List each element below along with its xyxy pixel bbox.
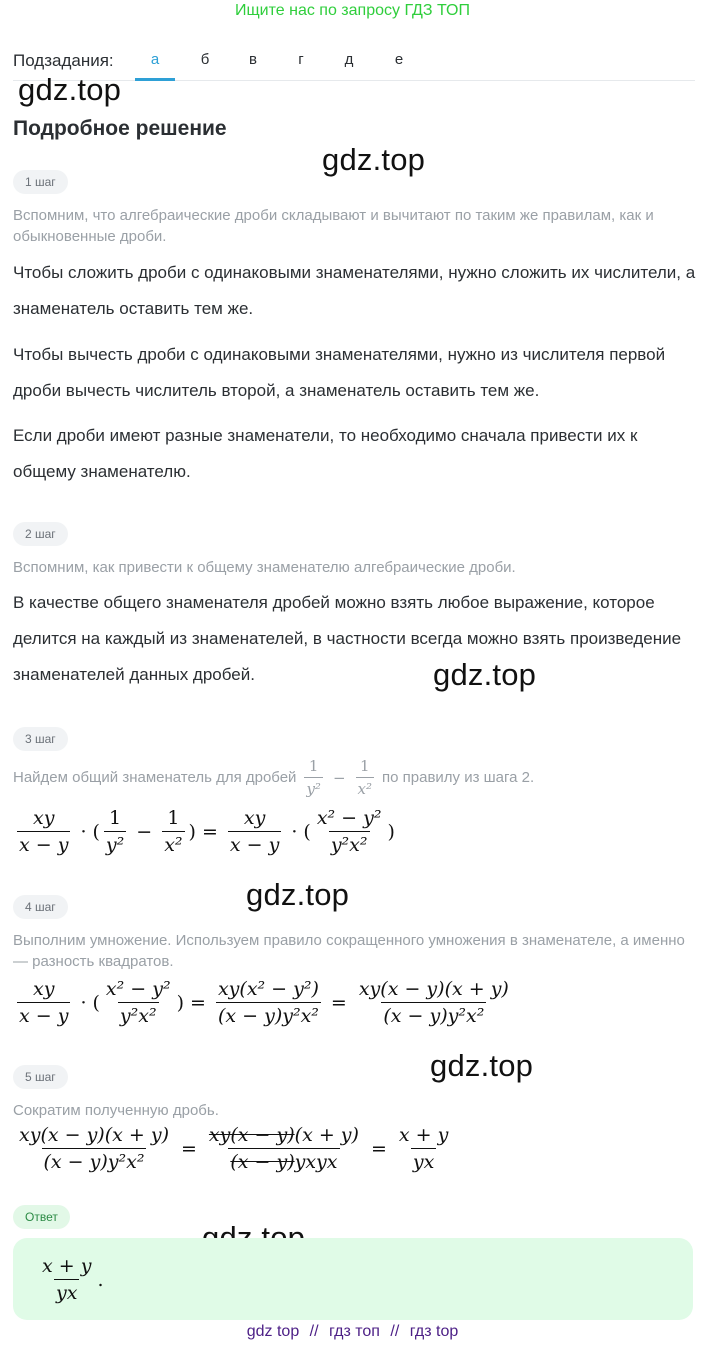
step-5-hint: Сократим полученную дробь. — [13, 1102, 219, 1119]
step-2-hint: Вспомним, как привести к общему знаменателю алгебраические дроби. — [13, 559, 516, 576]
fraction: $\frac{xy(x - y)(x + y)}{\text{(x − y)y²x²}}$ — [358, 978, 509, 1027]
subtask-tab-a[interactable]: а — [135, 51, 175, 81]
answer-formula: $\frac{x + y}{yx}$ . — [42, 1255, 104, 1304]
fraction: $\frac{xy(x - y)(x + y)}{\text{(x − y)y²x²}}$ — [19, 1124, 169, 1173]
subtask-tab-d[interactable]: д — [344, 51, 354, 68]
subtask-tab-e[interactable]: е — [394, 51, 404, 68]
answer-badge: Ответ — [13, 1205, 70, 1229]
fraction: $\frac{xy}{x - y}$ — [19, 807, 69, 856]
watermark: gdz.top — [433, 657, 537, 692]
answer-box — [13, 1238, 693, 1320]
subtask-tab-b[interactable]: б — [200, 51, 210, 68]
fraction: $\frac{\text{x² − y²}}{\text{y²x²}}$ — [105, 978, 171, 1027]
fraction: $\frac{1}{\text{x²}}$ — [357, 757, 373, 798]
footer-separator: // — [309, 1323, 319, 1340]
step-4-badge: 4 шаг — [13, 895, 68, 919]
step-3-badge: 3 шаг — [13, 727, 68, 751]
watermark: gdz.top — [322, 142, 426, 177]
step-3-hint: Найдем общий знаменатель для дробей $\frac{1}{\text{y²}}$ − $\frac{1}{\text{x²}}$ по правилу из шага 2. — [13, 757, 535, 798]
step-1-paragraph-3: Если дроби имеют разные знаменатели, то необходимо сначала привести их к общему знаменателю. — [13, 426, 638, 481]
step-2-paragraph: В качестве общего знаменателя дробей можно взять любое выражение, которое делится на каждый из знаменателей, в частности всегда можно взять произведение знаменателей данных дробей. — [13, 593, 682, 684]
watermark: gdz.top — [246, 877, 350, 912]
fraction: $\frac{1}{\text{y²}}$ — [105, 807, 125, 856]
footer-links — [0, 1323, 705, 1341]
step-5-badge: 5 шаг — [13, 1065, 68, 1089]
step-5-formula: $\frac{xy(x - y)(x + y)}{\text{(x − y)y²x²}}$ = $\frac{xy(x - y)(x + y)}{\text{(x − y)yxyx}}$ = $\frac{x + y}{yx}$ — [19, 1124, 449, 1173]
subtasks-label: Подзадания: — [13, 51, 114, 70]
footer-link[interactable]: гдз топ — [329, 1323, 380, 1340]
fraction: $\frac{\text{xy(x² − y²)}}{\text{(x − y)y²x²}}$ — [217, 978, 319, 1027]
watermark: gdz.top — [18, 72, 122, 107]
footer-separator: // — [390, 1323, 400, 1340]
step-1-hint: Вспомним, что алгебраические дроби складывают и вычитают по таким же правилам, как и обыкновенные дроби. — [13, 207, 654, 245]
step-1-paragraph-2: Чтобы вычесть дроби с одинаковыми знаменателями, нужно из числителя первой дроби вычесть числитель второй, а знаменатель оставить тем же. — [13, 345, 666, 400]
step-2-badge: 2 шаг — [13, 522, 68, 546]
fraction: $\frac{1}{\text{y²}}$ — [306, 757, 321, 798]
promo-banner[interactable]: Ищите нас по запросу ГДЗ ТОП — [235, 2, 470, 19]
footer-link[interactable]: gdz top — [246, 1323, 300, 1340]
step-1-paragraph-1: Чтобы сложить дроби с одинаковыми знаменателями, нужно сложить их числители, а знаменатель оставить тем же. — [13, 263, 696, 318]
step-4-formula: $\frac{xy}{x - y}$ · ( $\frac{\text{x² − y²}}{\text{y²x²}}$ ) = $\frac{\text{xy(x² − y²)}}{\text{(x − y)y²x²}}$ = $\frac{xy(x - y)(x + y)}{\text{(x − y)y²x²}}$ — [19, 978, 509, 1027]
solution-heading: Подробное решение — [13, 117, 227, 140]
footer-link[interactable]: гдз top — [409, 1323, 459, 1340]
watermark: gdz.top — [430, 1048, 534, 1083]
step-3-formula: $\frac{xy}{x - y}$ · ( $\frac{1}{\text{y²}}$ − $\frac{1}{\text{x²}}$ ) = $\frac{xy}{x - y}$ · ( $\frac{\text{x² − y²}}{\text{y²x²}}$ ) — [19, 807, 395, 856]
step-4-hint: Выполним умножение. Используем правило сокращенного умножения в знаменателе, а именно — разность квадратов. — [13, 932, 685, 970]
subtask-tab-v[interactable]: в — [249, 51, 257, 68]
fraction: $\frac{x + y}{yx}$ — [398, 1124, 449, 1173]
fraction: $\frac{\text{x² − y²}}{\text{y²x²}}$ — [316, 807, 382, 856]
subtask-tab-g[interactable]: г — [298, 51, 304, 68]
fraction: $\frac{xy}{x - y}$ — [229, 807, 280, 856]
fraction: $\frac{x + y}{yx}$ — [42, 1255, 92, 1304]
fraction: $\frac{xy}{x - y}$ — [19, 978, 69, 1027]
fraction: $\frac{1}{\text{x²}}$ — [164, 807, 183, 856]
fraction-cancelled: $\frac{xy(x - y)(x + y)}{\text{(x − y)yxyx}}$ — [208, 1124, 359, 1173]
step-1-badge: 1 шаг — [13, 170, 68, 194]
